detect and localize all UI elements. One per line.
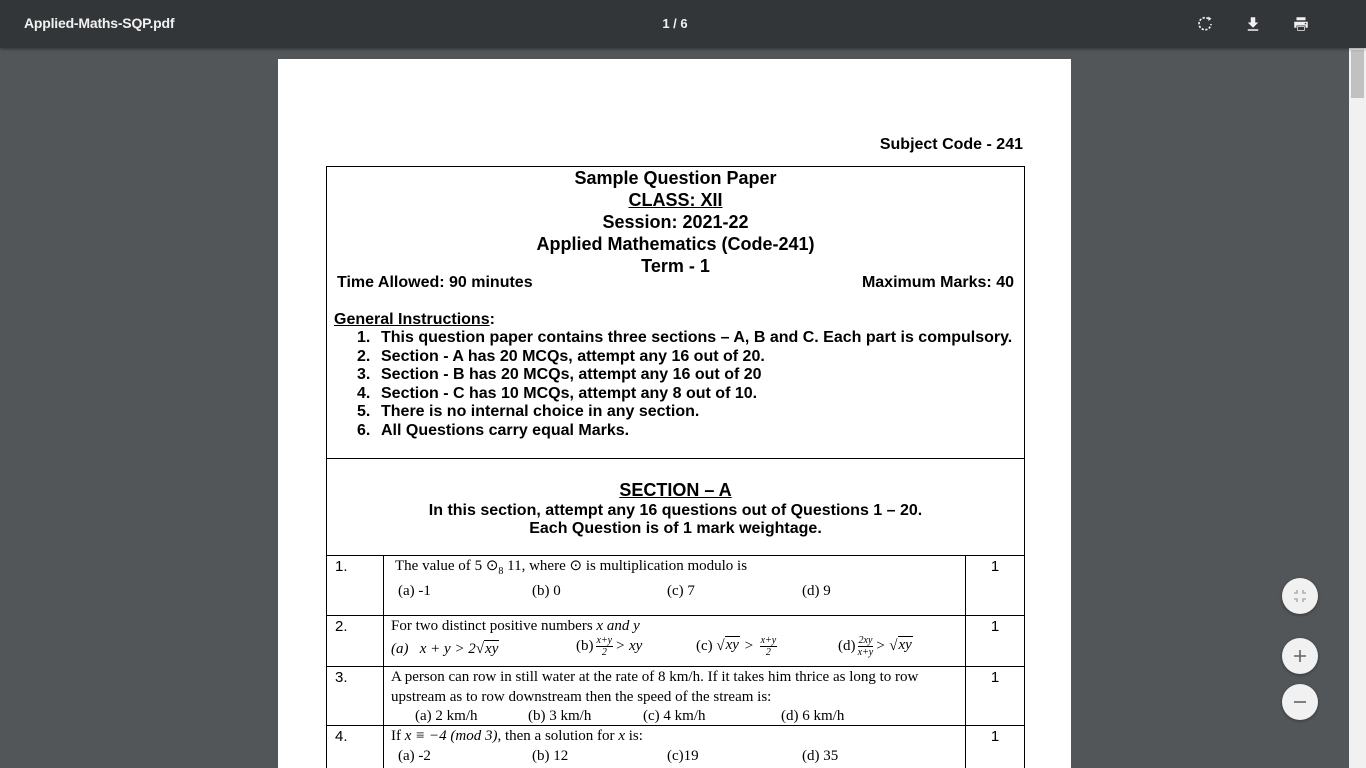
subject-code: Subject Code - 241	[879, 136, 1023, 153]
header-term: Term - 1	[641, 256, 710, 276]
question-marks: 1	[965, 726, 1024, 768]
option-a: (a) 2 km/h	[415, 708, 478, 724]
option-b: (b) 0	[532, 582, 561, 599]
question-number: 4.	[327, 726, 384, 768]
question-text: The value of 5 $⊙_8$ 11, where ⊙ is multiplication modulo is (a) -1 (b) 0 (c) 7 (d) 9	[395, 557, 958, 602]
option-c: (c) 7	[667, 582, 695, 599]
document-title: Applied-Maths-SQP.pdf	[24, 15, 175, 31]
option-b: (b) 3 km/h	[528, 708, 592, 724]
question-number: 3.	[327, 667, 384, 725]
option-c: (c) √xy > $\frac{x+y}{2}$	[696, 634, 777, 658]
question-text: If x ≡ −4 (mod 3), then a solution for x is: (a) -2 (b) 12 (c)19 (d) 35	[391, 727, 958, 767]
question-number: 2.	[327, 616, 384, 666]
option-a: (a) x + y > 2√xy	[391, 640, 499, 657]
vertical-scrollbar[interactable]	[1349, 48, 1366, 768]
list-item: 6. All Questions carry equal Marks.	[357, 421, 630, 439]
page-indicator[interactable]: 1 / 6	[662, 16, 688, 31]
fit-to-page-button[interactable]	[1282, 578, 1318, 614]
fit-to-page-icon	[1292, 588, 1308, 604]
list-item: 3. Section - B has 20 MCQs, attempt any 16 out of 20	[357, 366, 762, 384]
print-icon	[1292, 15, 1310, 33]
option-d: (d) 9	[802, 582, 831, 599]
rotate-button[interactable]	[1193, 12, 1217, 36]
maximum-marks: Maximum Marks: 40	[861, 274, 1014, 291]
table-row	[327, 667, 1024, 726]
section-a-instructions: In this section, attempt any 16 questions out of Questions 1 – 20. Each Question is of 1 mark weightage.	[428, 502, 923, 537]
pdf-page	[278, 59, 1071, 768]
list-item: 5. There is no internal choice in any section.	[357, 403, 700, 421]
time-marks-row	[337, 274, 1014, 292]
list-item: 4. Section - C has 10 MCQs, attempt any 8 out of 10.	[357, 384, 758, 402]
table-row	[327, 616, 1024, 667]
question-marks: 1	[965, 667, 1024, 725]
option-a: (a) -2	[398, 747, 431, 764]
rotate-icon	[1196, 15, 1214, 33]
header-subject: Applied Mathematics (Code-241)	[536, 234, 815, 254]
section-a-header	[327, 459, 1024, 556]
download-button[interactable]	[1241, 12, 1265, 36]
general-instructions-title: General Instructions:	[334, 311, 495, 328]
header-session: Session: 2021-22	[602, 212, 749, 232]
option-b: (b) $\frac{x+y}{2}$ > xy	[576, 634, 643, 658]
option-d: (d) $\frac{2xy}{x+y}$ > √xy	[838, 634, 912, 658]
option-c: (c)19	[667, 747, 699, 764]
question-text: A person can row in still water at the rate of 8 km/h. If it takes him thrice as long to row upstream as to row downstream then the speed of the stream is: (a) 2 km/h (b) 3 km/h (c) 4 km/h (d) 6 km/h	[391, 668, 958, 727]
option-c: (c) 4 km/h	[643, 708, 706, 724]
table-row	[327, 556, 1024, 616]
zoom-in-icon	[1292, 648, 1308, 664]
header-class: CLASS: XII	[628, 190, 723, 210]
paper-header	[327, 167, 1024, 459]
print-button[interactable]	[1289, 12, 1313, 36]
question-paper-table	[326, 166, 1025, 768]
zoom-in-button[interactable]	[1282, 638, 1318, 674]
option-d: (d) 6 km/h	[781, 708, 845, 724]
list-item: 2. Section - A has 20 MCQs, attempt any 16 out of 20.	[357, 347, 765, 365]
option-a: (a) -1	[398, 582, 431, 599]
section-a-title: SECTION – A	[619, 480, 732, 500]
pdf-toolbar	[0, 0, 1366, 48]
list-item: 1. This question paper contains three sections – A, B and C. Each part is compulsory.	[357, 329, 1013, 346]
question-text: For two distinct positive numbers x and y (a) x + y > 2√xy (b) $\frac{x+y}{2}$ > xy (c) √xy > $\frac{x+y}{2}$ (d) $\frac{2xy}{x+y}$ > √xy	[391, 618, 912, 658]
zoom-out-icon	[1292, 694, 1308, 710]
time-allowed: Time Allowed: 90 minutes	[337, 274, 533, 291]
option-d: (d) 35	[802, 747, 839, 764]
table-row	[327, 726, 1024, 768]
zoom-out-button[interactable]	[1282, 684, 1318, 720]
question-number: 1.	[327, 556, 384, 615]
general-instructions-list	[357, 329, 1012, 441]
download-icon	[1244, 15, 1262, 33]
scrollbar-thumb[interactable]	[1351, 50, 1364, 98]
header-title: Sample Question Paper	[574, 168, 777, 188]
question-marks: 1	[965, 616, 1024, 666]
question-marks: 1	[965, 556, 1024, 615]
option-b: (b) 12	[532, 747, 569, 764]
